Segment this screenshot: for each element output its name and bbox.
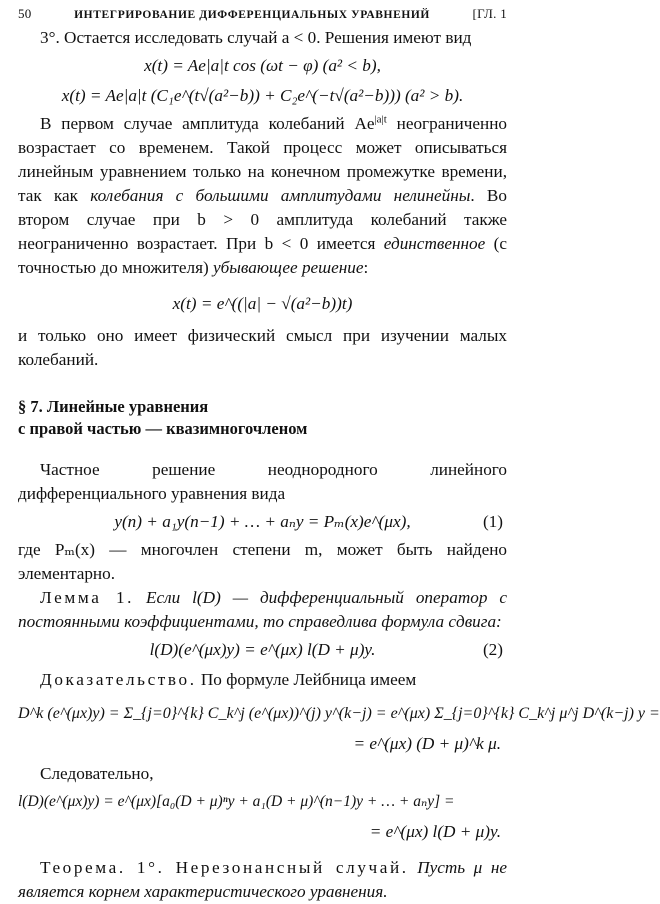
equation-text: D^k (e^(μx)y) = Σ_{j=0}^{k} C_k^j (e^(μx))^(j) y^(k−j) = e^(μx) Σ_{j=0}^{k} C_k^j μ^j D^(k−j) y = (18, 705, 660, 722)
equation-leibniz (18, 700, 660, 728)
italic-span: единственное (383, 234, 486, 253)
lemma-label: Лемма 1. (40, 588, 135, 607)
theorem-label: Теорема. 1°. Нерезонансный случай. (40, 858, 409, 877)
page-header (18, 0, 507, 26)
paragraph-polynomial: где Pₘ(x) — многочлен степени m, может быть найдено элементарно. (18, 540, 507, 583)
equation-decaying (18, 290, 507, 318)
text-span: : (363, 258, 369, 277)
paragraph-consequently: Следовательно, (40, 764, 154, 783)
paragraph-particular-solution: Частное решение неоднородного линейного дифференциального уравнения вида (18, 460, 507, 503)
equation-oscillation (18, 52, 507, 80)
exponent: |a|t (374, 113, 387, 126)
equation-text: y(n) + a₁y(n−1) + … + aₙy = Pₘ(x)e^(μx), (114, 512, 411, 531)
lemma-statement: Если l(D) — дифференциальный оператор с постоянными коэффициентами, то справедлива формула сдвига: (18, 588, 507, 631)
theorem-paragraph (18, 856, 507, 904)
equation-text: = e^(μx) l(D + μ)y. (369, 822, 501, 841)
equation-1 (18, 508, 507, 536)
equation-text: x(t) = Ae|a|t cos (ωt − φ) (a² < b), (144, 56, 381, 75)
section-heading-line: § 7. Линейные уравнения (18, 397, 209, 416)
equation-text: = e^(μx) (D + μ)^k μ. (353, 734, 501, 753)
equation-text: l(D)(e^(μx)y) = e^(μx)[a₀(D + μ)ⁿy + a₁(D + μ)^(n−1)y + … + aₙy] = (18, 793, 455, 810)
proof-label: Доказательство. (40, 670, 197, 689)
paragraph-physical-meaning: и только оно имеет физический смысл при изучении малых колебаний. (18, 326, 507, 369)
equation-text: l(D)(e^(μx)y) = e^(μx) l(D + μ)y. (149, 640, 376, 659)
text-span: В первом случае амплитуда колебаний Ae (40, 114, 375, 133)
lemma-1 (18, 586, 507, 634)
paragraph-case-3: 3°. Остается исследовать случай a < 0. Решения имеют вид (40, 28, 472, 47)
paragraph-amplitude (18, 112, 507, 280)
text-span: (с точностью до множителя) (18, 234, 508, 277)
equation-operator (18, 788, 507, 816)
equation-text: x(t) = e^((|a| − √(a²−b))t) (172, 294, 353, 313)
section-heading (18, 396, 507, 440)
italic-span: убывающее решение (213, 258, 364, 277)
equation-exponential (18, 82, 507, 110)
running-title: ИНТЕГРИРОВАНИЕ ДИФФЕРЕНЦИАЛЬНЫХ УРАВНЕНИЙ (74, 9, 430, 21)
italic-span: колебания с большими амплитудами нелинейны (90, 186, 471, 205)
section-heading-line: с правой частью — квазимногочленом (18, 419, 308, 438)
text-span: . Во втором случае при b > 0 амплитуда колебаний также неограниченно возрастает. При b < 0 имеется (18, 186, 507, 253)
equation-number: (2) (482, 640, 503, 659)
page-number: 50 (18, 6, 32, 21)
equation-2 (18, 636, 507, 664)
equation-text: x(t) = Ae|a|t (C₁e^(t√(a²−b)) + C₂e^(−t√(a²−b))) (a² > b). (61, 86, 464, 105)
text-span: неограниченно возрастает со временем. Такой процесс может описываться линейным уравнением только на конечном промежутке времени, так как (18, 114, 507, 205)
theorem-statement: Пусть μ не является корнем характеристического уравнения. (18, 858, 507, 901)
equation-number: (1) (482, 512, 503, 531)
proof-paragraph (18, 668, 507, 692)
equation-leibniz-result (18, 730, 507, 758)
chapter-label: [ГЛ. 1 (472, 6, 507, 21)
equation-operator-result (18, 818, 507, 846)
text-span: По формуле Лейбница имеем (196, 670, 417, 689)
